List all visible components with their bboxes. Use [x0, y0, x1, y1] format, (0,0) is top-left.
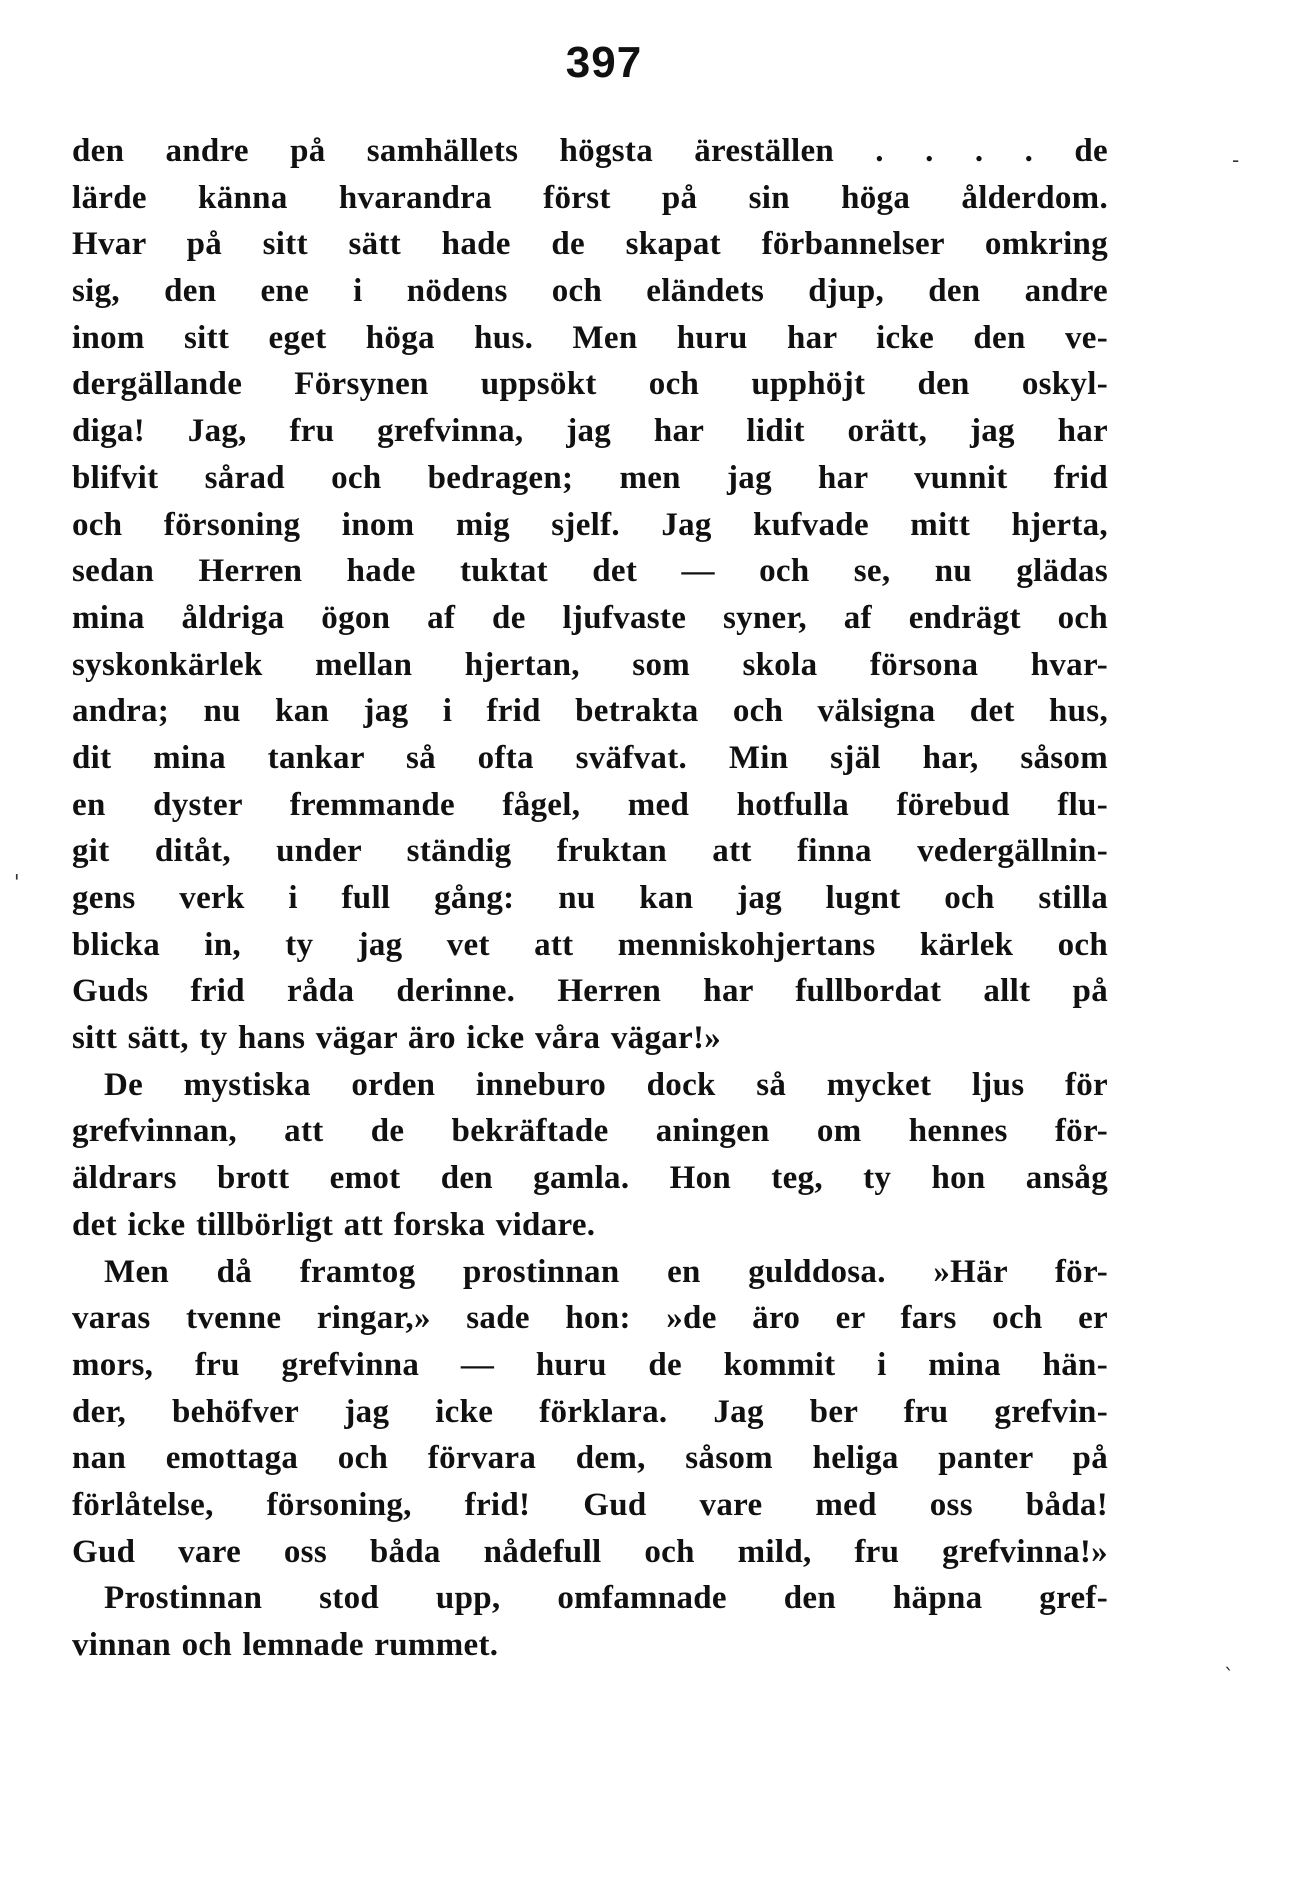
text-line: Men då framtog prostinnan en gulddosa. »Här för- [104, 1253, 1108, 1290]
text-line: en dyster fremmande fågel, med hotfulla förebud flu- [72, 786, 1108, 823]
text-line: grefvinnan, att de bekräftade aningen om hennes för- [72, 1113, 1108, 1150]
text-line: dit mina tankar så ofta sväfvat. Min själ har, såsom [72, 739, 1108, 776]
text-line: sedan Herren hade tuktat det — och se, nu glädas [72, 553, 1108, 590]
page-number: 397 [565, 38, 643, 87]
text-line: gens verk i full gång: nu kan jag lugnt och stilla [72, 880, 1108, 916]
text-line: Prostinnan stod upp, omfamnade den häpna gref- [104, 1580, 1108, 1617]
text-line: De mystiska orden inneburo dock så mycket ljus för [104, 1066, 1108, 1103]
text-line: der, behöfver jag icke förklara. Jag ber fru grefvin- [72, 1393, 1108, 1430]
text-line: mors, fru grefvinna — huru de kommit i mina hän- [72, 1346, 1108, 1383]
text-line: lärde känna hvarandra först på sin höga ålderdom. [72, 179, 1108, 216]
text-line: dergällande Försynen uppsökt och upphöjt den oskyl- [72, 366, 1108, 403]
text-line: syskonkärlek mellan hjertan, som skola försona hvar- [72, 646, 1108, 683]
text-line: vinnan och lemnade rummet. [72, 1627, 499, 1663]
text-line: varas tvenne ringar,» sade hon: »de äro er fars och er [72, 1300, 1108, 1337]
text-line: diga! Jag, fru grefvinna, jag har lidit orätt, jag har [72, 413, 1108, 450]
text-line: den andre på samhällets högsta äreställen . . . . de [72, 133, 1108, 169]
text-line: sig, den ene i nödens och eländets djup, den andre [72, 273, 1108, 310]
text-line: git ditåt, under ständig fruktan att finna vedergällnin- [72, 833, 1108, 870]
text-line: Hvar på sitt sätt hade de skapat förbannelser omkring [72, 226, 1108, 263]
text-line: inom sitt eget höga hus. Men huru har icke den ve- [72, 319, 1108, 356]
body-text [72, 128, 1108, 1669]
text-line: förlåtelse, försoning, frid! Gud vare med oss båda! [72, 1486, 1108, 1523]
text-line: mina åldriga ögon af de ljufvaste syner, af endrägt och [72, 599, 1108, 636]
text-line: Guds frid råda derinne. Herren har fullbordat allt på [72, 973, 1108, 1010]
text-line: det icke tillbörligt att forska vidare. [72, 1206, 596, 1243]
stray-mark: ` [1224, 1664, 1234, 1688]
stray-mark: - [1232, 148, 1240, 172]
text-line: sitt sätt, ty hans vägar äro icke våra vägar!» [72, 1020, 722, 1057]
text-line: och försoning inom mig sjelf. Jag kufvade mitt hjerta, [72, 506, 1108, 543]
stray-mark: ' [14, 870, 20, 894]
text-line: blicka in, ty jag vet att menniskohjertans kärlek och [72, 926, 1108, 963]
text-line: andra; nu kan jag i frid betrakta och välsigna det hus, [72, 693, 1108, 730]
text-line: äldrars brott emot den gamla. Hon teg, ty hon ansåg [72, 1160, 1108, 1197]
text-line: blifvit sårad och bedragen; men jag har vunnit frid [72, 459, 1108, 496]
text-line: nan emottaga och förvara dem, såsom heliga panter på [72, 1440, 1108, 1477]
text-line: Gud vare oss båda nådefull och mild, fru grefvinna!» [72, 1533, 1108, 1570]
